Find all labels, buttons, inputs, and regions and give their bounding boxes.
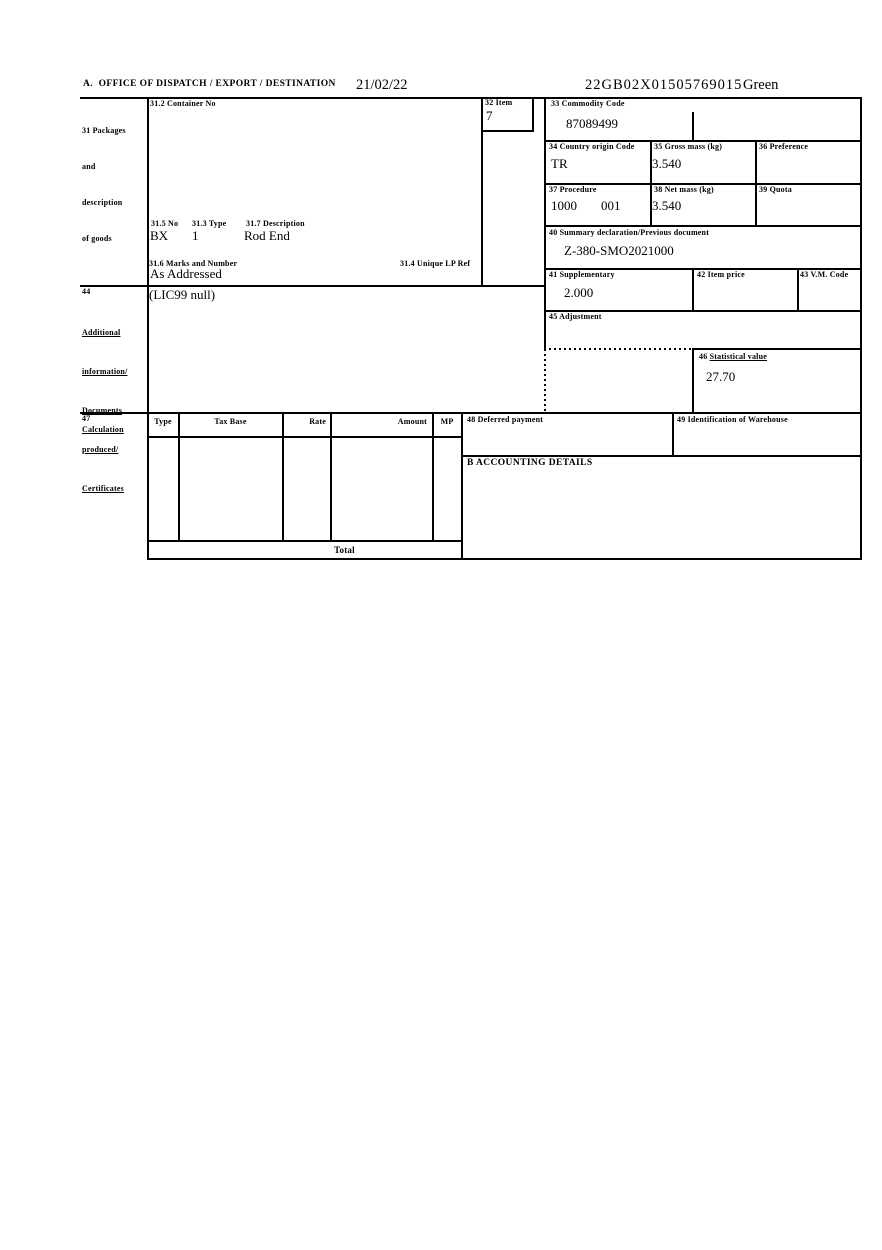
- routing-indicator: Green: [743, 77, 779, 93]
- box31-no-label: 31.5 No: [151, 219, 179, 228]
- office-of-dispatch-label: A. OFFICE OF DISPATCH / EXPORT / DESTINATION: [83, 79, 336, 89]
- box37-procedure-value2: 001: [601, 198, 621, 213]
- box31-marks-label: 31.6 Marks and Number: [149, 259, 238, 268]
- box47-col-rate: Rate: [309, 417, 326, 426]
- box37-procedure-label: 37 Procedure: [549, 185, 597, 194]
- box34-country-origin-value: TR: [551, 156, 568, 171]
- box36-preference-label: 36 Preference: [759, 142, 809, 151]
- box31-type-label: 31.3 Type: [192, 219, 227, 228]
- box40-previous-document-label: 40 Summary declaration/Previous document: [549, 228, 710, 237]
- box33-commodity-code-value: 87089499: [566, 116, 618, 131]
- box34-country-origin-label: 34 Country origin Code: [549, 142, 635, 151]
- box45-adjustment-label: 45 Adjustment: [549, 312, 602, 321]
- box47-number: 47: [82, 414, 91, 423]
- box38-net-mass-label: 38 Net mass (kg): [654, 185, 714, 194]
- box49-warehouse-label: 49 Identification of Warehouse: [677, 415, 788, 424]
- box31-type-value: 1: [192, 228, 199, 243]
- box31-lp-ref-label: 31.4 Unique LP Ref: [400, 259, 471, 268]
- box43-vm-code-label: 43 V.M. Code: [800, 270, 849, 279]
- box42-item-price-label: 42 Item price: [697, 270, 745, 279]
- box32-item-label: 32 Item: [485, 98, 513, 107]
- acceptance-date: 21/02/22: [356, 77, 408, 93]
- box47-calculation-label: Calculation: [82, 425, 124, 434]
- box44-label: Additional information/ Documents produced/ Certificates: [82, 328, 128, 493]
- movement-reference-number: 22GB02X01505769015: [585, 77, 743, 93]
- box31-no-value: BX: [150, 228, 169, 243]
- box35-gross-mass-label: 35 Gross mass (kg): [654, 142, 723, 151]
- box46-statistical-value: 27.70: [706, 369, 736, 384]
- accounting-details-label: B ACCOUNTING DETAILS: [467, 458, 593, 468]
- box37-procedure-value: 1000: [551, 198, 577, 213]
- box39-quota-label: 39 Quota: [759, 185, 792, 194]
- box41-supplementary-value: 2.000: [564, 285, 594, 300]
- box31-marks-value: As Addressed: [150, 266, 222, 281]
- box32-item-value: 7: [486, 108, 493, 123]
- box38-net-mass-value: 3.540: [652, 198, 682, 213]
- box47-col-mp: MP: [440, 417, 454, 426]
- box44-number: 44: [82, 287, 91, 296]
- box31-label: 31 Packages and description of goods: [82, 126, 126, 243]
- box47-col-tax-base: Tax Base: [214, 417, 247, 426]
- box47-total-label: Total: [334, 545, 355, 555]
- box47-col-amount: Amount: [397, 417, 427, 426]
- box44-additional-info-value: (LIC99 null): [149, 287, 216, 302]
- box40-previous-document-value: Z-380-SMO2021000: [564, 243, 674, 258]
- box33-commodity-code-label: 33 Commodity Code: [551, 99, 625, 108]
- box46-statistical-value-label: 46 Statistical value: [699, 352, 768, 361]
- box41-supplementary-label: 41 Supplementary: [549, 270, 615, 279]
- box31-description-value: Rod End: [244, 228, 290, 243]
- box35-gross-mass-value: 3.540: [652, 156, 682, 171]
- box48-deferred-payment-label: 48 Deferred payment: [467, 415, 544, 424]
- box31-container-no-label: 31.2 Container No: [150, 99, 216, 108]
- box47-col-type: Type: [154, 417, 172, 426]
- box31-description-label: 31.7 Description: [246, 219, 305, 228]
